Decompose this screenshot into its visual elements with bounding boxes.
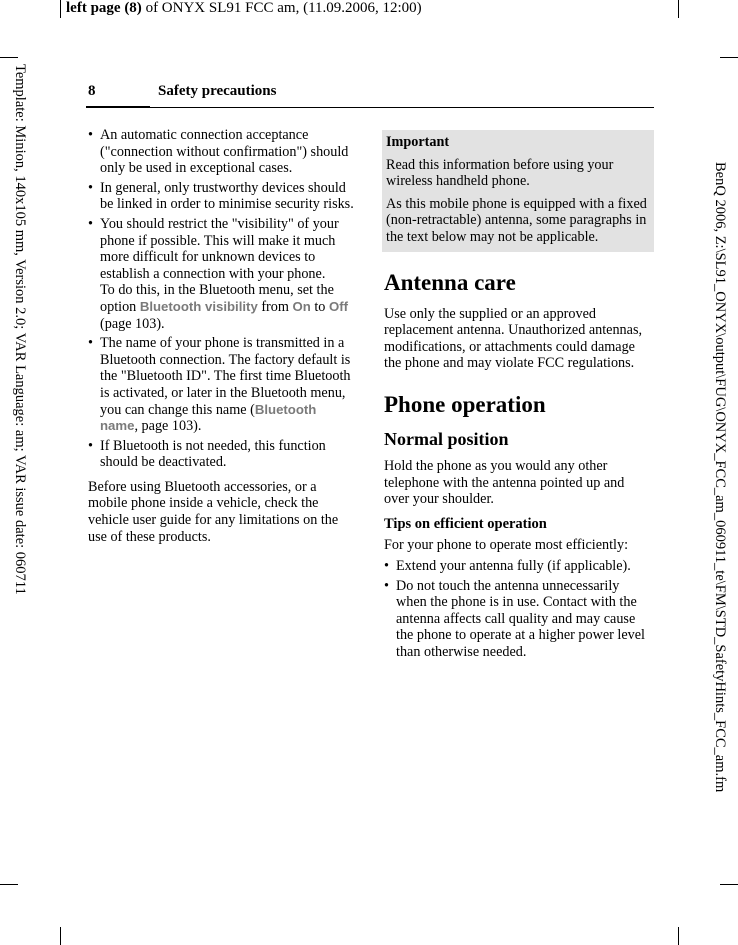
tips-intro: For your phone to operate most efficiently: <box>384 537 629 554</box>
bluetooth-bullet-list <box>88 127 354 471</box>
crop-mark <box>0 57 18 58</box>
antenna-care-text: Use only the supplied or an approved replacement antenna. Unauthorized antennas, modifications, or attachments could damage the phone and may violate FCC regulations. <box>384 305 643 372</box>
list-item-text: from <box>257 298 293 315</box>
template-info-vertical: Template: Minion, 140x105 mm, Version 2.0; VAR Language: am; VAR issue date: 060711 <box>12 64 28 595</box>
list-item-text: (page 103). <box>100 315 165 332</box>
crop-mark <box>678 0 679 18</box>
important-title: Important <box>386 134 450 150</box>
tips-bullet-list <box>384 558 652 661</box>
list-item-text: You should restrict the "visibility" of your phone if possible. This will make it much more difficult for unknown devices to establish a connection with your phone. <box>100 215 339 282</box>
print-header-page: left page (8) <box>66 0 142 16</box>
list-item-text: The name of your phone is transmitted in a Bluetooth connection. The factory default is the "Bluetooth ID". The first time Bluetooth is activated, or later in the Bluetooth menu, you can change this name ( <box>100 335 351 418</box>
list-item: • Do not touch the antenna unnecessarily when the phone is in use. Contact with the antenna affects call quality and may cause the phone to operate at a higher power level than otherwise needed. <box>384 578 652 661</box>
important-box <box>382 130 654 252</box>
crop-mark <box>60 927 61 945</box>
list-item-text: To do this, in the Bluetooth menu, set the option <box>100 282 334 315</box>
list-item: • In general, only trustworthy devices should be linked in order to minimise security risks. <box>88 180 354 213</box>
print-header-info: of ONYX SL91 FCC am, (11.09.2006, 12:00) <box>141 0 422 16</box>
menu-option: On <box>292 298 311 314</box>
menu-option: Bluetooth visibility <box>139 298 258 314</box>
section-heading-antenna-care: Antenna care <box>384 269 516 295</box>
list-item: • If Bluetooth is not needed, this function should be deactivated. <box>88 438 354 471</box>
list-item <box>88 216 354 332</box>
normal-position-text: Hold the phone as you would any other telephone with the antenna pointed up and over your shoulder. <box>384 457 625 508</box>
menu-option: Off <box>328 298 348 314</box>
page-title: Safety precautions <box>158 83 277 99</box>
crop-mark <box>720 884 738 885</box>
crop-mark <box>720 57 738 58</box>
print-header <box>66 0 422 17</box>
header-rule-accent <box>86 106 150 108</box>
important-text: As this mobile phone is equipped with a fixed (non-retractable) antenna, some paragraphs in the text below may not be applicable. <box>386 195 647 245</box>
left-column <box>88 127 354 545</box>
page-number: 8 <box>88 83 96 99</box>
right-column <box>384 130 652 663</box>
crop-mark <box>678 927 679 945</box>
menu-option: Bluetooth name <box>100 401 317 434</box>
list-item-text: to <box>310 298 329 315</box>
crop-mark <box>0 884 18 885</box>
list-item <box>88 335 354 435</box>
crop-mark <box>60 0 61 18</box>
important-text: Read this information before using your wireless handheld phone. <box>386 156 614 190</box>
header-rule <box>86 107 654 108</box>
section-heading-phone-operation: Phone operation <box>384 391 546 417</box>
list-item: • Extend your antenna fully (if applicable). <box>384 558 652 575</box>
vehicle-paragraph: Before using Bluetooth accessories, or a mobile phone inside a vehicle, check the vehicle user guide for any limitations on the use of these products. <box>88 478 339 545</box>
list-item: • An automatic connection acceptance ("connection without confirmation") should only be used in exceptional cases. <box>88 127 354 177</box>
subheading-normal-position: Normal position <box>384 428 509 449</box>
list-item-text: , page 103). <box>134 418 202 435</box>
file-path-vertical: BenQ 2006, Z:\SL91_ONYX\output\FUG\ONYX_FCC_am_060911_te\FM\STD_SafetyHints_FCC_am.fm <box>712 162 728 793</box>
subheading-tips: Tips on efficient operation <box>384 515 547 532</box>
